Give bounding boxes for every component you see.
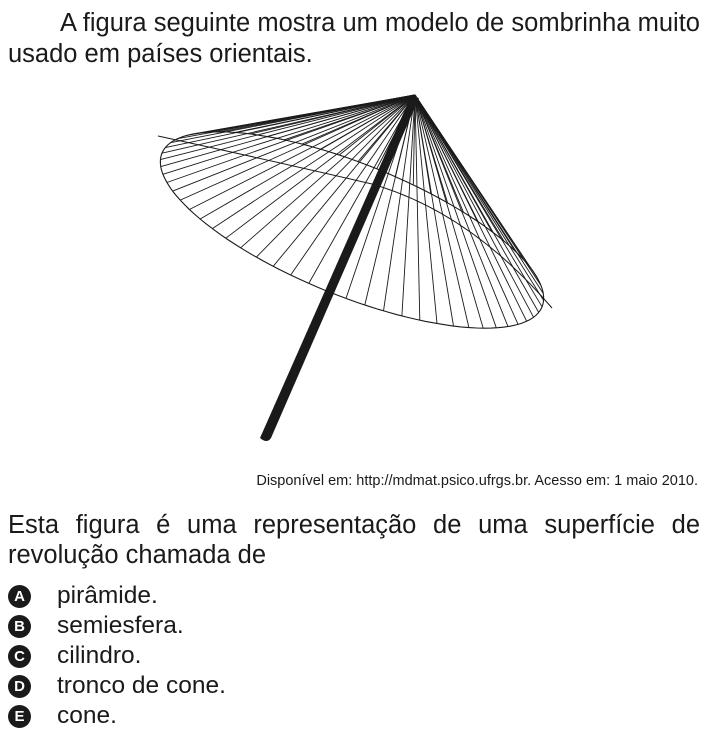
option-text-b: semiesfera. (57, 612, 184, 639)
option-b[interactable] (8, 611, 226, 641)
umbrella-rib (189, 95, 415, 210)
option-letter-b: B (8, 615, 31, 638)
umbrella-rib (221, 95, 415, 132)
umbrella-ribs (160, 95, 543, 328)
question-text: Esta figura é uma representação de uma superfície de revolução chamada de (8, 511, 700, 569)
option-letter-e: E (8, 705, 31, 728)
umbrella-rib (415, 95, 496, 328)
umbrella-illustration (140, 88, 570, 448)
answer-options (8, 581, 226, 731)
option-letter-c: C (8, 645, 31, 668)
umbrella-rib (415, 95, 420, 320)
option-d[interactable] (8, 671, 226, 701)
option-letter-d: D (8, 675, 31, 698)
source-citation: Disponível em: http://mdmat.psico.ufrgs.br. Acesso em: 1 maio 2010. (256, 473, 698, 489)
umbrella-rib (415, 95, 543, 293)
option-c[interactable] (8, 641, 226, 671)
option-letter-a: A (8, 585, 31, 608)
umbrella-rib (415, 95, 469, 328)
umbrella-handle (260, 96, 419, 441)
question-intro (8, 8, 700, 70)
option-text-e: cone. (57, 702, 117, 729)
option-e[interactable] (8, 701, 226, 731)
option-text-c: cilindro. (57, 642, 142, 669)
umbrella-seam (158, 136, 552, 308)
intro-text: A figura seguinte mostra um modelo de sombrinha muito usado em países orientais. (8, 9, 700, 68)
option-text-d: tronco de cone. (57, 672, 226, 699)
umbrella-rib (267, 95, 415, 137)
umbrella-rib (415, 95, 463, 212)
option-a[interactable] (8, 581, 226, 611)
umbrella-rib (415, 95, 544, 300)
option-text-a: pirâmide. (57, 582, 158, 609)
umbrella-rib (415, 95, 518, 324)
